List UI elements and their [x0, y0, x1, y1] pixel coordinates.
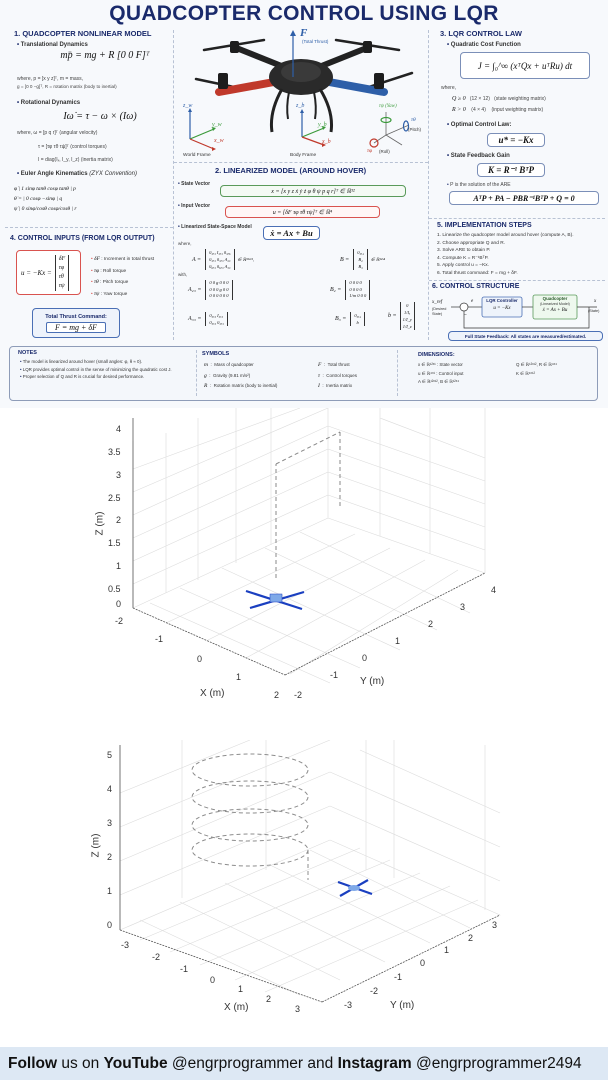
youtube-label: YouTube [103, 1054, 168, 1072]
input-vector-box: u = [δF τφ τθ τψ]ᵀ ∈ ℝ⁴ [225, 206, 380, 218]
A33-matrix: A₃₃ = 0₃ₓ₃ I₃ₓ₃ 0₃ₓ₃ 0₃ₓ₃ [188, 312, 228, 326]
dimensions-heading: DIMENSIONS: [418, 352, 455, 358]
with-label: with, [178, 272, 188, 277]
x-axis-label: X (m) [200, 688, 225, 699]
ss-model-label: • Linearized State-Space Model [178, 224, 252, 230]
z-axis-label: Z (m) [90, 833, 102, 858]
z-tick: 3.5 [108, 447, 121, 457]
youtube-handle: @engrprogrammer and [167, 1054, 338, 1072]
optimal-control-box: u* = −Kx [487, 133, 545, 147]
x-tick: -2 [152, 952, 161, 962]
quadcopter-block-eq: ẋ = Ax + Bu [542, 308, 568, 313]
y-tick: -2 [294, 690, 303, 700]
cost-function-label: • Quadratic Cost Function [447, 42, 521, 48]
y-tick: 1 [444, 945, 450, 955]
are-label: • P is the solution of the ARE [447, 182, 511, 188]
y-tick: -3 [344, 1000, 353, 1010]
axis-zw: z_w [183, 103, 193, 109]
lqr-controller-title: LQR Controller [486, 298, 518, 303]
roll-torque: τφ [367, 148, 373, 154]
rotational-equation: Iω̇ = τ − ω × (Iω) [63, 111, 137, 122]
rotational-where3: I = diag(Iₓ, I_y, I_z) (inertia matrix) [38, 157, 113, 163]
axis-yb: y_b [318, 122, 327, 128]
z-tick: 2.5 [108, 493, 121, 503]
euler-label: • Euler Angle Kinematics (ZYX Convention) [17, 171, 137, 177]
instagram-handle: @engrprogrammer2494 [411, 1054, 582, 1072]
z-tick: 3 [107, 818, 113, 828]
b-vector: b = 0 1/Iₓ 1/I_y 1/I_z [388, 302, 415, 330]
roll-label: (Roll) [379, 149, 390, 154]
divider [5, 227, 173, 228]
z-tick: 4 [107, 784, 113, 794]
symbols-heading: SYMBOLS [202, 351, 230, 357]
divider [196, 350, 197, 396]
notes-list: • The model is linearized around hover (small angles: φ, θ ≈ 0). • LQR provides optimal control in the sense of minimizing the quadratic cost J. • Proper selection of Q and R is crucial for desired performance. [20, 359, 172, 379]
z-tick: 2 [116, 515, 122, 525]
divider [429, 280, 605, 281]
instagram-label: Instagram [337, 1054, 412, 1072]
where-label-3: where, [441, 85, 457, 91]
y-tick: 2 [428, 619, 434, 629]
section3-heading: 3. LQR CONTROL LAW [440, 29, 522, 38]
translational-label: • Translational Dynamics [17, 42, 88, 48]
y-tick: -2 [370, 986, 379, 996]
xref-label: x_ref [432, 300, 443, 305]
z-tick: 2 [107, 852, 113, 862]
rotational-where1: where, ω = [p q r]ᵀ (angular velocity) [17, 130, 98, 136]
symbols-left: m : Mass of quadcopter g : Gravity (9.81 m/s²) R : Rotation matrix (body to inertial) [204, 362, 278, 389]
axis-xb: x_b [322, 139, 331, 145]
x-tick: -3 [121, 940, 130, 950]
minus-sign: − [464, 312, 467, 318]
section5-heading: 5. IMPLEMENTATION STEPS [437, 222, 532, 229]
plot2-canvas [0, 740, 608, 1040]
state-label: (State) [588, 309, 600, 313]
z-tick: 1.5 [108, 538, 121, 548]
dimensions-right: Q ∈ ℝ¹²ˣ¹², R ∈ ℝ⁴ˣ⁴ K ∈ ℝ⁴ˣ¹² [516, 362, 558, 376]
section6-heading: 6. CONTROL STRUCTURE [432, 283, 520, 290]
error-label: e [471, 299, 474, 304]
quadcopter-block-sub: (Linearized Model) [540, 302, 570, 306]
dimensions-left: x ∈ ℝ¹²ˣ¹ : State vector u ∈ ℝ⁴ˣ¹ : Control input A ∈ ℝ¹²ˣ¹², B ∈ ℝ¹²ˣ⁴ [418, 362, 464, 384]
x-tick: 0 [210, 975, 216, 985]
implementation-steps: 1. Linearize the quadcopter model around hover (compute A, B). 2. Choose appropriate Q and R. 3. Solve ARE to obtain P. 4. Compute K = R⁻¹BᵀP. 5. Apply control u = −Kx. 6. Total thrust command: F = mg + δF. [437, 233, 574, 276]
y-tick: 2 [468, 933, 474, 943]
axis-zb: z_b [296, 103, 305, 109]
x-tick: -2 [115, 616, 124, 626]
A23-matrix: A₂₃ = 0 0 g 0 0 0 0 0 0 g 0 0 0 0 0 0 0 0 [188, 280, 233, 300]
feedback-note: Full State Feedback: All states are measured/estimated. [448, 331, 603, 341]
y-tick: 0 [362, 653, 368, 663]
section1-heading: 1. QUADCOPTER NONLINEAR MODEL [14, 29, 152, 38]
ss-equation-box: ẋ = Ax + Bu [263, 226, 320, 240]
B2-matrix: B₂ = 0 0 0 0 0 0 0 0 1/m 0 0 0 [330, 280, 370, 300]
x-tick: 3 [295, 1004, 301, 1014]
z-tick: 0 [116, 599, 122, 609]
body-frame-label: Body Frame [290, 153, 317, 158]
y-axis-label: Y (m) [360, 676, 385, 687]
x-axis-label: X (m) [224, 1002, 249, 1013]
q-condition: Q ≥ 0 (12 × 12) (state weighting matrix) [452, 96, 546, 102]
quadcopter-block-title: Quadcopter [542, 296, 568, 301]
state-vector-label: • State Vector [178, 181, 210, 187]
symbols-right: F : Total thrust τ : Control torques I : Inertia matrix [318, 362, 358, 389]
x-tick: 2 [266, 994, 272, 1004]
x-tick: 1 [236, 672, 242, 682]
y-tick: -1 [330, 670, 339, 680]
follow-text: Follow [8, 1054, 58, 1072]
optimal-control-label: • Optimal Control Law: [447, 122, 511, 128]
y-tick: -1 [394, 972, 403, 982]
axis-xw: x_w [214, 138, 224, 144]
gain-box: K = R⁻¹ BᵀP [477, 163, 545, 177]
z-tick: 5 [107, 750, 113, 760]
z-tick: 0.5 [108, 584, 121, 594]
notes-heading: NOTES [18, 350, 37, 356]
y-tick: 4 [491, 585, 497, 595]
rotational-where2: τ = [τφ τθ τψ]ᵀ (control torques) [38, 144, 107, 150]
input-vector-label: • Input Vector [178, 203, 210, 209]
plot1-canvas [0, 408, 608, 713]
social-footer: Follow us on YouTube @engrprogrammer and Instagram @engrprogrammer2494 [0, 1047, 608, 1080]
divider [174, 162, 428, 163]
gain-label: • State Feedback Gain [447, 153, 510, 159]
yaw-label: τψ (Yaw) [379, 104, 397, 109]
x-tick: -1 [180, 964, 189, 974]
translational-where2: g = [0 0 −g]ᵀ, R = rotation matrix (body to inertial) [17, 84, 117, 89]
pitch-torque: τθ [411, 117, 416, 123]
poster-title: QUADCOPTER CONTROL USING LQR [109, 2, 499, 25]
x-tick: 0 [197, 654, 203, 664]
infographic [0, 0, 608, 408]
A-matrix: A = 0₃ₓ₃ I₃ₓ₃ 0₃ₓ₆ 0₃ₓ₃ 0₃ₓ₃ A₂₃ 0₆ₓ₃ 0₆ₓ₃ A₃₃ ∈ ℝ¹²ˣ¹², [192, 250, 254, 269]
thrust-sublabel: (Total Thrust) [302, 39, 329, 44]
euler-matrix: φ̇ | 1 sinφ tanθ cosφ tanθ | p θ̇ = | 0 cosφ −sinφ | q ψ̇ | 0 sinφ/cosθ cosφ/cosθ | r [14, 186, 77, 212]
state-output-label: x [594, 299, 597, 304]
r-condition: R > 0 (4 × 4) (input weighting matrix) [452, 107, 544, 113]
translational-equation: mp̈ = mg + R [0 0 F]ᵀ [60, 50, 150, 61]
x-tick: 2 [274, 690, 280, 700]
B3-matrix: B₃ = 0₃ₓ₄ b [335, 312, 365, 326]
desired-label: (Desired State) [432, 307, 447, 316]
z-tick: 0 [107, 920, 113, 930]
pitch-label: (Pitch) [408, 127, 422, 132]
z-tick: 3 [116, 470, 122, 480]
are-box: AᵀP + PA − PBR⁻¹BᵀP + Q = 0 [449, 191, 599, 205]
section2-heading: 2. LINEARIZED MODEL (AROUND HOVER) [215, 166, 367, 175]
z-axis-label: Z (m) [94, 511, 106, 536]
cost-function-box: J = ∫₀^∞ (xᵀQx + uᵀRu) dt [460, 52, 590, 79]
divider [397, 350, 398, 396]
control-input-legend: • δF : Increment in total thrust • τφ : Roll torque • τθ : Pitch torque • τψ : Yaw torque [91, 256, 155, 297]
x-tick: 1 [238, 984, 244, 994]
z-tick: 1 [107, 886, 113, 896]
x-tick: -1 [155, 634, 164, 644]
axis-yw: y_w [212, 122, 222, 128]
y-axis-label: Y (m) [390, 1000, 415, 1011]
z-tick: 4 [116, 424, 122, 434]
lqr-controller-eq: u = −Kx [493, 306, 511, 311]
quadcopter-diagram [174, 27, 428, 162]
y-tick: 3 [492, 920, 498, 930]
translational-where1: where, p = [x y z]ᵀ, m = mass, [17, 76, 84, 82]
control-input-box: u = −Kx = δF τφ τθ τψ [16, 250, 81, 295]
B-matrix: B = 0₃ₓ₄ B₂ B₃ ∈ ℝ¹²ˣ⁴ [340, 250, 386, 269]
divider [429, 218, 605, 219]
rotational-label: • Rotational Dynamics [17, 100, 80, 106]
y-tick: 3 [460, 602, 466, 612]
trajectory-plot-1 [0, 408, 608, 713]
state-vector-box: x = [x y z ẋ ẏ ż φ θ ψ p q r]ᵀ ∈ ℝ¹² [220, 185, 406, 197]
section4-heading: 4. CONTROL INPUTS (FROM LQR OUTPUT) [10, 235, 155, 242]
z-tick: 1 [116, 561, 122, 571]
thrust-label: F [300, 27, 308, 39]
y-tick: 1 [395, 636, 401, 646]
where-label: where, [178, 241, 192, 246]
world-frame-label: World Frame [183, 153, 211, 158]
y-tick: 0 [420, 958, 426, 968]
trajectory-plot-2 [0, 740, 608, 1040]
thrust-command-box: Total Thrust Command: F = mg + δF [32, 308, 120, 338]
